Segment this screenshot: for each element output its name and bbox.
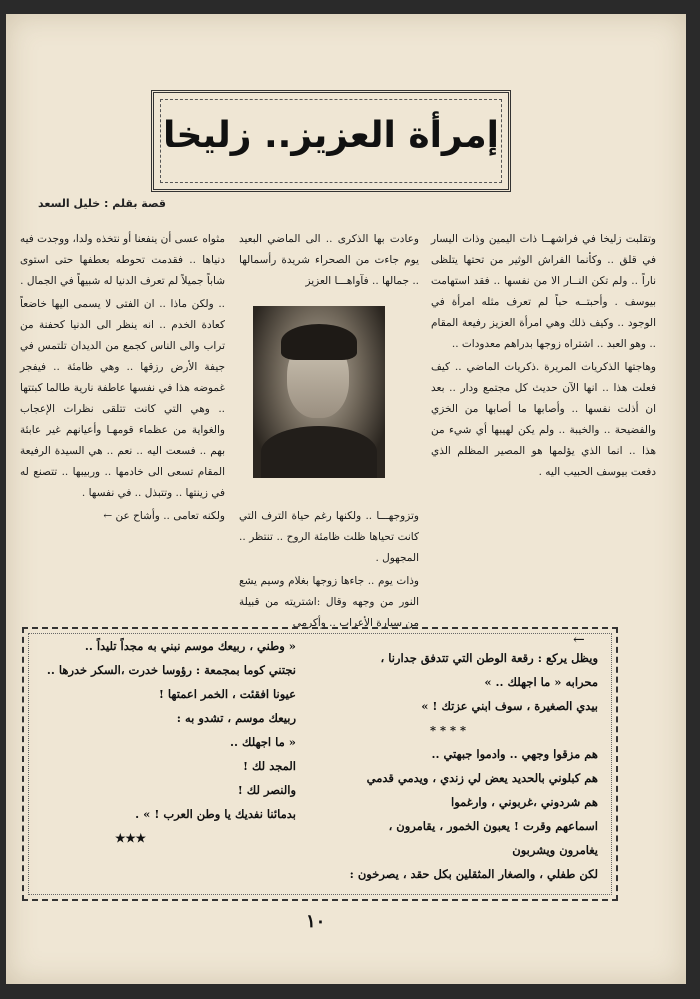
poem-separator: * * * * bbox=[429, 723, 467, 737]
paragraph: مثواه عسى أن ينفعنا أو نتخذه ولدا، ووجدت فيه دنياها .. فقدمت تحوطه بعطفها حتى استوى شاباً جميلاً لم تعرف الدنيا له شبيهاً في الجمال . bbox=[20, 233, 225, 287]
poem-line: ربيعك موسم ، تشدو به : bbox=[176, 711, 296, 725]
poem-line: والنصر لك ! bbox=[237, 783, 296, 797]
text-column-middle-bottom bbox=[239, 506, 419, 636]
poem-line: عيونا افقئت ، الخمر اعمتها ! bbox=[158, 687, 296, 701]
poem-line: لكن طفلي ، والصغار المثقلين بكل حقد ، يصرخون : bbox=[349, 867, 598, 881]
poem-line: المجد لك ! bbox=[242, 759, 296, 773]
magazine-page bbox=[6, 14, 686, 984]
poem-line: « ما اجهلك .. bbox=[230, 735, 296, 749]
article-title: إمرأة العزيز.. زليخا bbox=[163, 115, 499, 156]
paragraph: وذات يوم .. جاءها زوجها بغلام وسيم يشع النور من وجهه وقال :اشتريته من قبيلة من سيارة الأعراب .. وأكرمي bbox=[239, 575, 419, 629]
poem-arrow-icon: ← bbox=[573, 632, 585, 648]
text-column-right bbox=[431, 229, 656, 485]
byline: قصة بقلم : خليل السعد bbox=[38, 197, 166, 210]
author-portrait-photo bbox=[253, 306, 385, 478]
poem-line: بدمائنا نفديك يا وطن العرب ! » . bbox=[135, 807, 296, 821]
poem-line: هم مزقوا وجهي .. وادموا جبهتي .. bbox=[431, 747, 598, 761]
text-column-left bbox=[20, 229, 225, 529]
poem-line: بيدي الصغيرة ، سوف ابني عزتك ! » bbox=[421, 699, 598, 713]
paragraph: .. ولكن ماذا .. ان الفتى لا يسمى اليها خاضعاً كعادة الخدم .. انه ينظر الى الدنيا كحفنة من تراب والى الناس كجمع من الديدان تلتمس في جيفة الأرض رزقها .. وهي ظامئة .. فيفجر غموضه هذا في نفسها عاطفة نارية طالما كبتتها .. وهي التي كانت تتلقى نظرات الإعجاب والغواية من عظماء قومهـا وأعيانهم غير عابئة بهم .. فسعت اليه .. نعم .. هي السيدة الرفيعة المقام تسعى الى خادمها .. وربيبها .. تتصنع له في زينتها .. وتتبذل .. في نفسها . bbox=[20, 298, 225, 499]
paragraph: وعادت بها الذكرى .. الى الماضي البعيد يوم جاءت من الصحراء شريدة رأسمالها .. جمالها .. فآواهـــا العزيز bbox=[239, 233, 419, 287]
poem-line: نجتني كوما بمجمعة : رؤوسا خدرت ،السكر خدرها .. bbox=[46, 663, 296, 677]
continuation-text: ولكنه تعامى .. وأشاح عن bbox=[115, 510, 225, 522]
poem-column-right bbox=[298, 646, 598, 886]
page-number: ١٠ bbox=[306, 911, 326, 932]
poem-stars: ★★★ bbox=[115, 831, 146, 845]
poem-column-left bbox=[46, 634, 296, 850]
poem-line: « وطني ، ربيعك موسم نبني به مجداً تليداً .. bbox=[84, 639, 296, 653]
poem-line: هم شردوني ،غربوني ، وارغموا bbox=[451, 795, 598, 809]
paragraph: وتقلبت زليخا في فراشهــا ذات اليمين وذات اليسار في قلق .. وكأنما الفراش الوثير من تحتها يتلظى ناراً .. ولم تكن النــار الا من نفسها .. فقد استهامت بيوسف . وأحبتــه حباً لم تعرف مثله امرأة في الوجود .. وكيف ذلك وهي امرأة العزيز رفيعة المقام .. وهو العبد .. اشتراه زوجها بدراهم معدودات .. bbox=[431, 233, 656, 350]
continue-arrow-icon: ← bbox=[103, 510, 113, 522]
portrait-shoulders bbox=[261, 426, 377, 478]
poem-line: اسماعهم وقرت ! يعبون الخمور ، يقامرون ، bbox=[388, 819, 598, 833]
text-column-middle-top bbox=[239, 229, 419, 294]
poem-line: يغامرون ويشربون bbox=[512, 843, 598, 857]
poem-line: محرابه « ما اجهلك .. » bbox=[484, 675, 598, 689]
paragraph: وهاجتها الذكريات المريرة .ذكريات الماضي .. كيف فعلت هذا .. انها الآن حديث كل مجتمع ودار .. بعد ان أذلت نفسها .. وأصابها ما أصابها من الخزي والفضيحة .. والخيبة .. ولم يكن لهيبها أي شيء من هذا .. انما الذي يؤلمها هو المصير المظلم الذي دفعت بيوسف الحبيب اليه . bbox=[431, 361, 656, 478]
paragraph-continued bbox=[20, 506, 225, 527]
poem-line: ويظل يركع : رقعة الوطن التي تتدفق جدارنا ، bbox=[380, 651, 598, 665]
title-frame bbox=[151, 90, 511, 192]
paragraph: وتزوجهـــا .. ولكنها رغم حياة الترف التي كانت تحياها ظلت ظامئة الروح .. تنتظر .. المجهول . bbox=[239, 510, 419, 564]
portrait-hair bbox=[281, 324, 357, 360]
poem-line: هم كبلوني بالحديد يعض لي زندي ، ويدمي قدمي bbox=[366, 771, 598, 785]
